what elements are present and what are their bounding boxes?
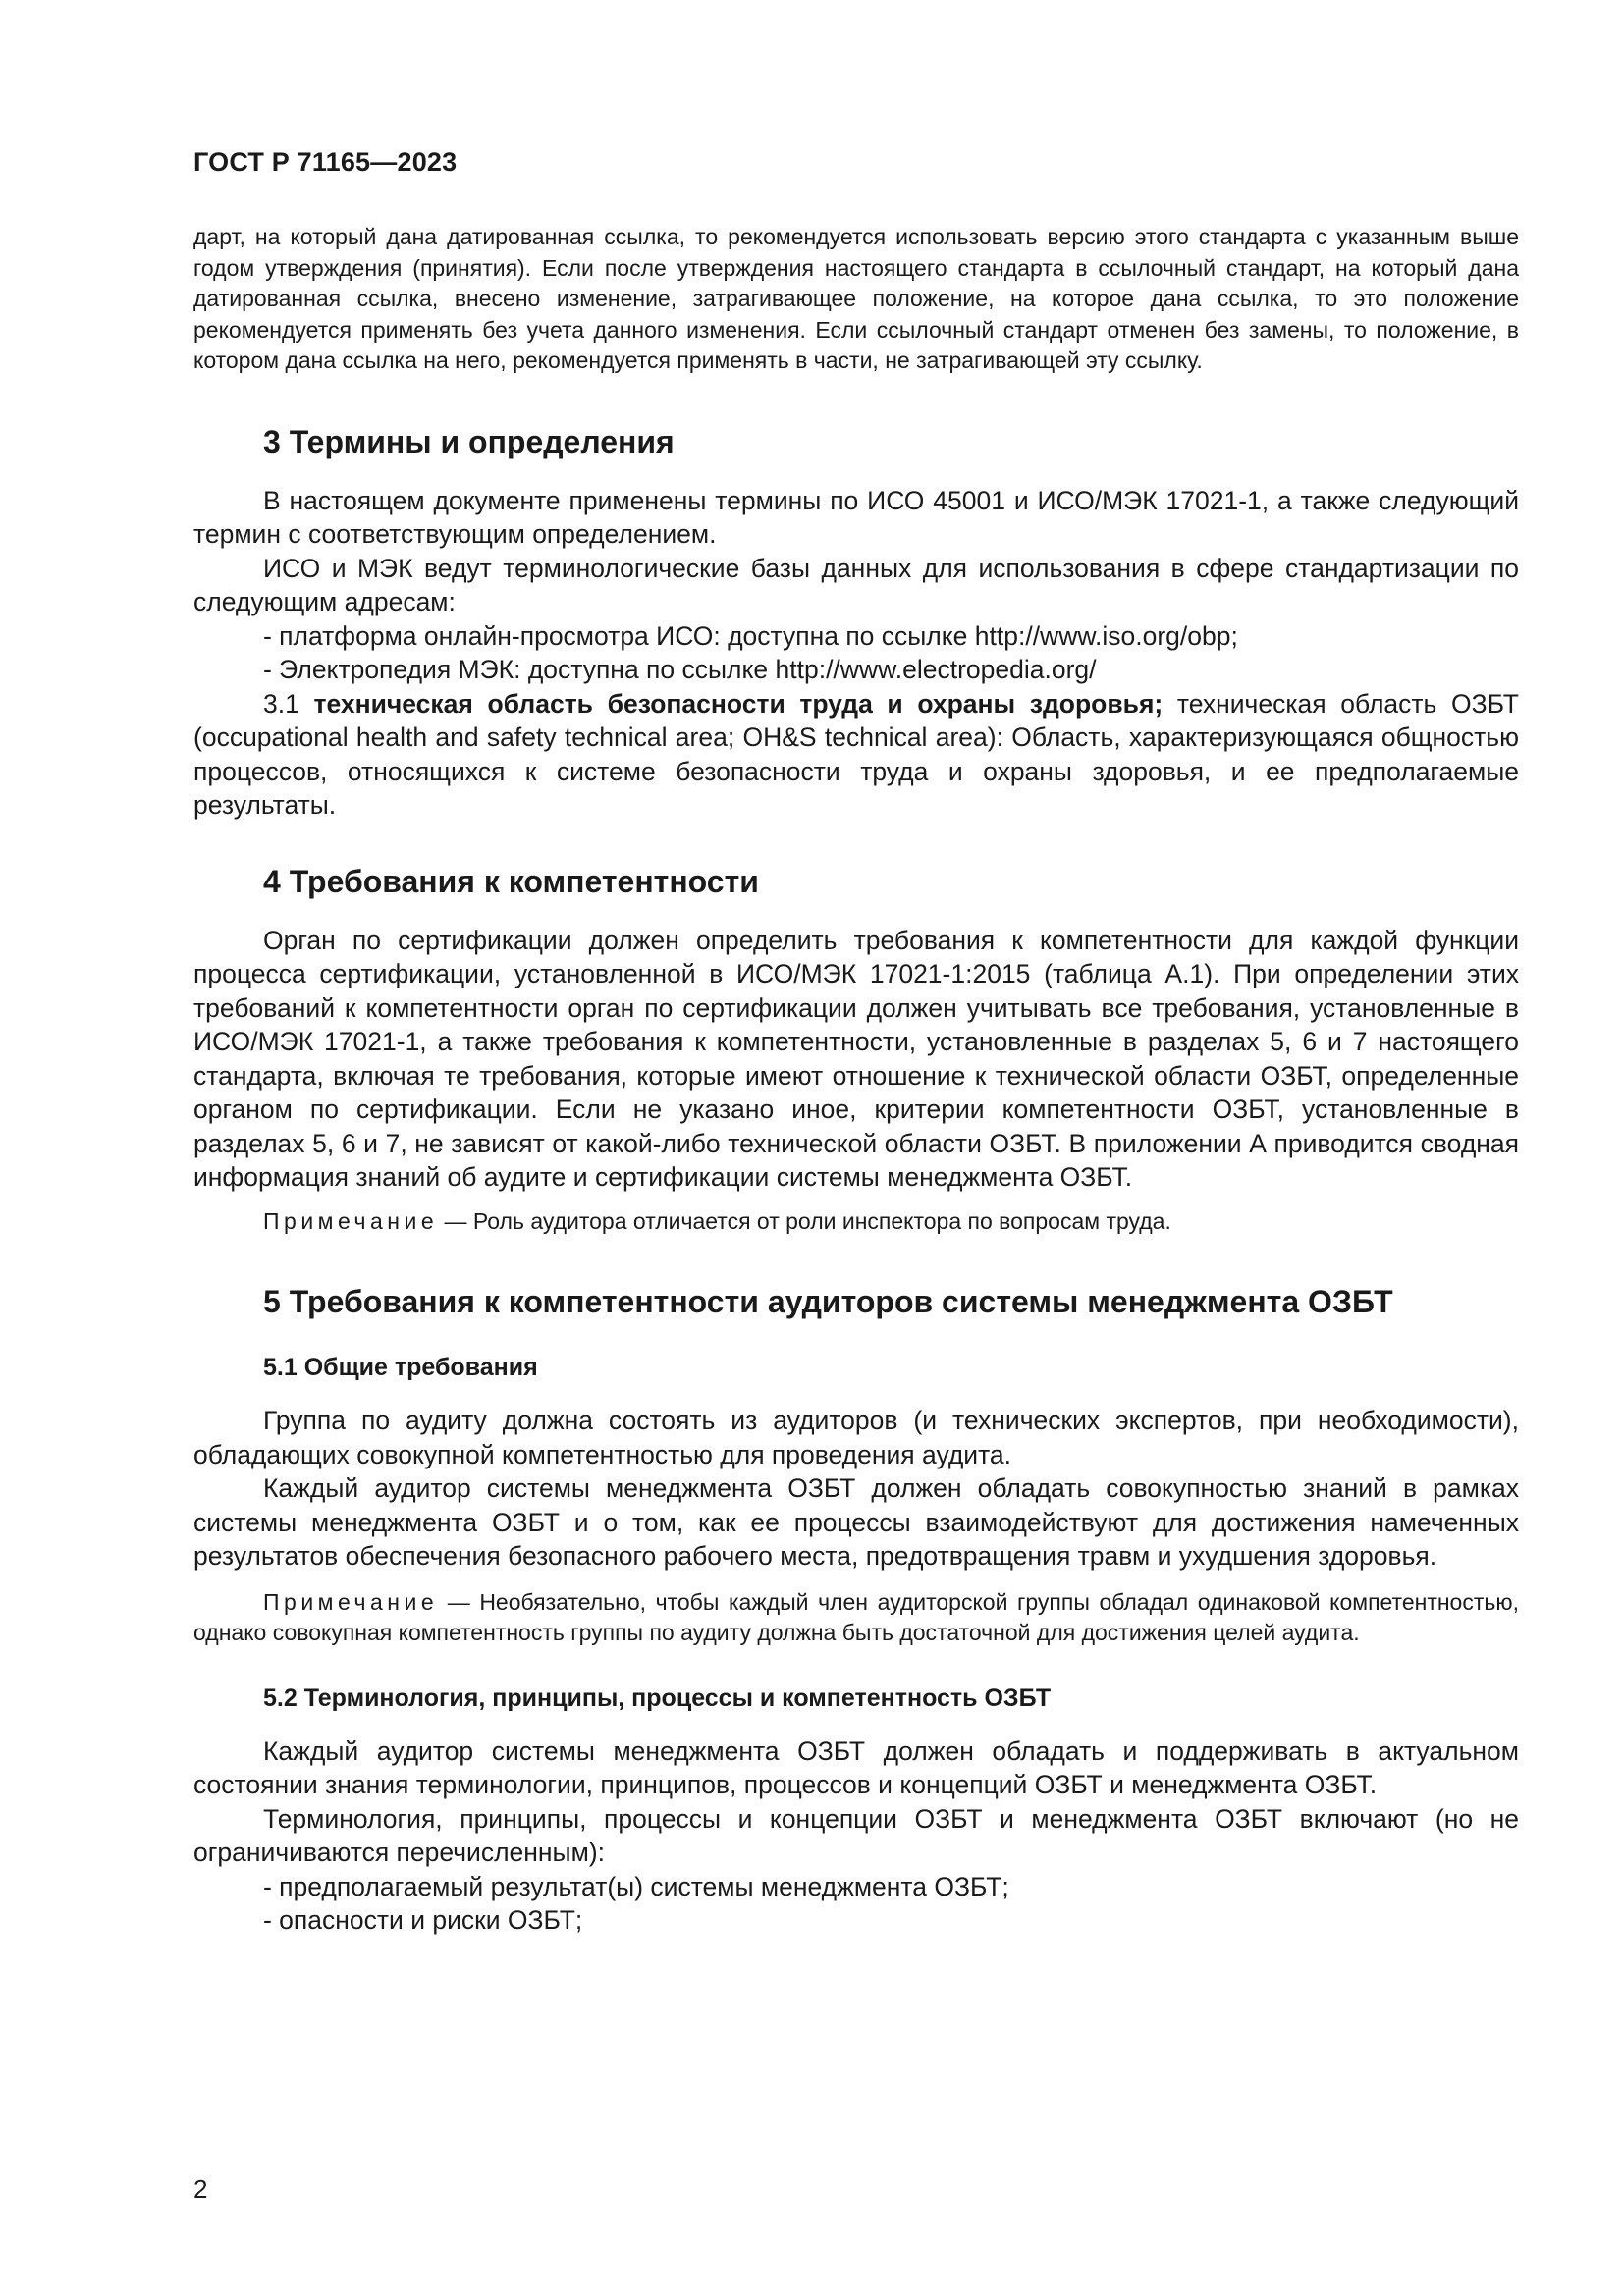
term-definition	[193, 687, 1519, 823]
section-3-heading: 3 Термины и определения	[263, 423, 675, 459]
note-label: Примечание	[263, 1588, 439, 1615]
section-4-heading: 4 Требования к компетентности	[263, 863, 759, 899]
note-text: — Необязательно, чтобы каждый член аудиторской группы обладал одинаковой компетентностью, однако совокупная компетентность группы по аудиту должна быть достаточной для достижения целей аудита.	[193, 1588, 1520, 1645]
term-number: 3.1	[263, 688, 299, 719]
list-item: - предполагаемый результат(ы) системы менеджмента ОЗБТ;	[263, 1871, 1009, 1901]
subsection-5-2-heading: 5.2 Терминология, принципы, процессы и компетентность ОЗБТ	[263, 1683, 1052, 1712]
subsection-5-1-paragraph-1: Группа по аудиту должна состоять из аудиторов (и технических экспертов, при необходимости), обладающих совокупной компетентностью для проведения аудита.	[193, 1406, 1519, 1469]
standard-header: ГОСТ Р 71165—2023	[193, 147, 458, 177]
subsection-5-1-paragraph-2: Каждый аудитор системы менеджмента ОЗБТ должен обладать совокупностью знаний в рамках системы менеджмента ОЗБТ и о том, как ее процессы взаимодействуют для достижения намеченных результатов обеспечения безопасного рабочего места, предотвращения травм и ухудшения здоровья.	[193, 1473, 1519, 1571]
subsection-5-1-note	[193, 1587, 1519, 1649]
subsection-5-2-paragraph-1: Каждый аудитор системы менеджмента ОЗБТ должен обладать и поддерживать в актуальном состоянии знания терминологии, принципов, процессов и концепций ОЗБТ и менеджмента ОЗБТ.	[193, 1735, 1519, 1799]
list-item: - опасности и риски ОЗБТ;	[263, 1905, 583, 1935]
note-text: — Роль аудитора отличается от роли инспектора по вопросам труда.	[444, 1207, 1171, 1234]
section-5-heading: 5 Требования к компетентности аудиторов системы менеджмента ОЗБТ	[263, 1284, 1393, 1319]
intro-paragraph: дарт, на который дана датированная ссылка, то рекомендуется использовать версию этого стандарта с указанным выше годом утверждения (принятия). Если после утверждения настоящего стандарта в ссылочный стандарт, на который дана датированная ссылка, внесено изменение, затрагивающее положение, на которое дана ссылка, то это положение рекомендуется применять без учета данного изменения. Если ссылочный стандарт отменен без замены, то положение, в котором дана ссылка на него, рекомендуется применять в части, не затрагивающей эту ссылку.	[193, 224, 1519, 373]
term-text: техническая область ОЗБТ (occupational health and safety technical area; OH&S technical area): Область, характеризующаяся общностью процессов, относящихся к системе безопасности труда и охраны здоровья, и ее предполагаемые результаты.	[193, 688, 1519, 820]
page-content	[193, 222, 1519, 1938]
section-4-paragraph: Орган по сертификации должен определить требования к компетентности для каждой функции процесса сертификации, установленной в ИСО/МЭК 17021-1:2015 (таблица А.1). При определении этих требований к компетентности орган по сертификации должен учитывать все требования, установленные в ИСО/МЭК 17021-1, а также требования к компетентности, установленные в разделах 5, 6 и 7 настоящего стандарта, включая те требования, которые имеют отношение к технической области ОЗБТ, определенные органом по сертификации. Если не указано иное, критерии компетентности ОЗБТ, установленные в разделах 5, 6 и 7, не зависят от какой-либо технической области ОЗБТ. В приложении А приводится сводная информация знаний об аудите и сертификации системы менеджмента ОЗБТ.	[193, 925, 1519, 1192]
section-3-paragraph-1: В настоящем документе применены термины по ИСО 45001 и ИСО/МЭК 17021-1, а также следующий термин с соответствующим определением.	[193, 485, 1519, 549]
list-item: - Электропедия МЭК: доступна по ссылке http://www.electropedia.org/	[263, 655, 1097, 684]
page-number: 2	[193, 2174, 208, 2204]
subsection-5-1-heading: 5.1 Общие требования	[263, 1354, 538, 1381]
list-item: - платформа онлайн-просмотра ИСО: доступна по ссылке http://www.iso.org/obp;	[263, 620, 1238, 651]
section-3-paragraph-2: ИСО и МЭК ведут терминологические базы данных для использования в сфере стандартизации по следующим адресам:	[193, 553, 1519, 616]
subsection-5-2-paragraph-2: Терминология, принципы, процессы и концепции ОЗБТ и менеджмента ОЗБТ включают (но не ограничиваются перечисленным):	[193, 1803, 1519, 1867]
section-4-note	[193, 1206, 1519, 1238]
term-name: техническая область безопасности труда и охраны здоровья;	[313, 688, 1164, 719]
note-label: Примечание	[263, 1207, 439, 1234]
